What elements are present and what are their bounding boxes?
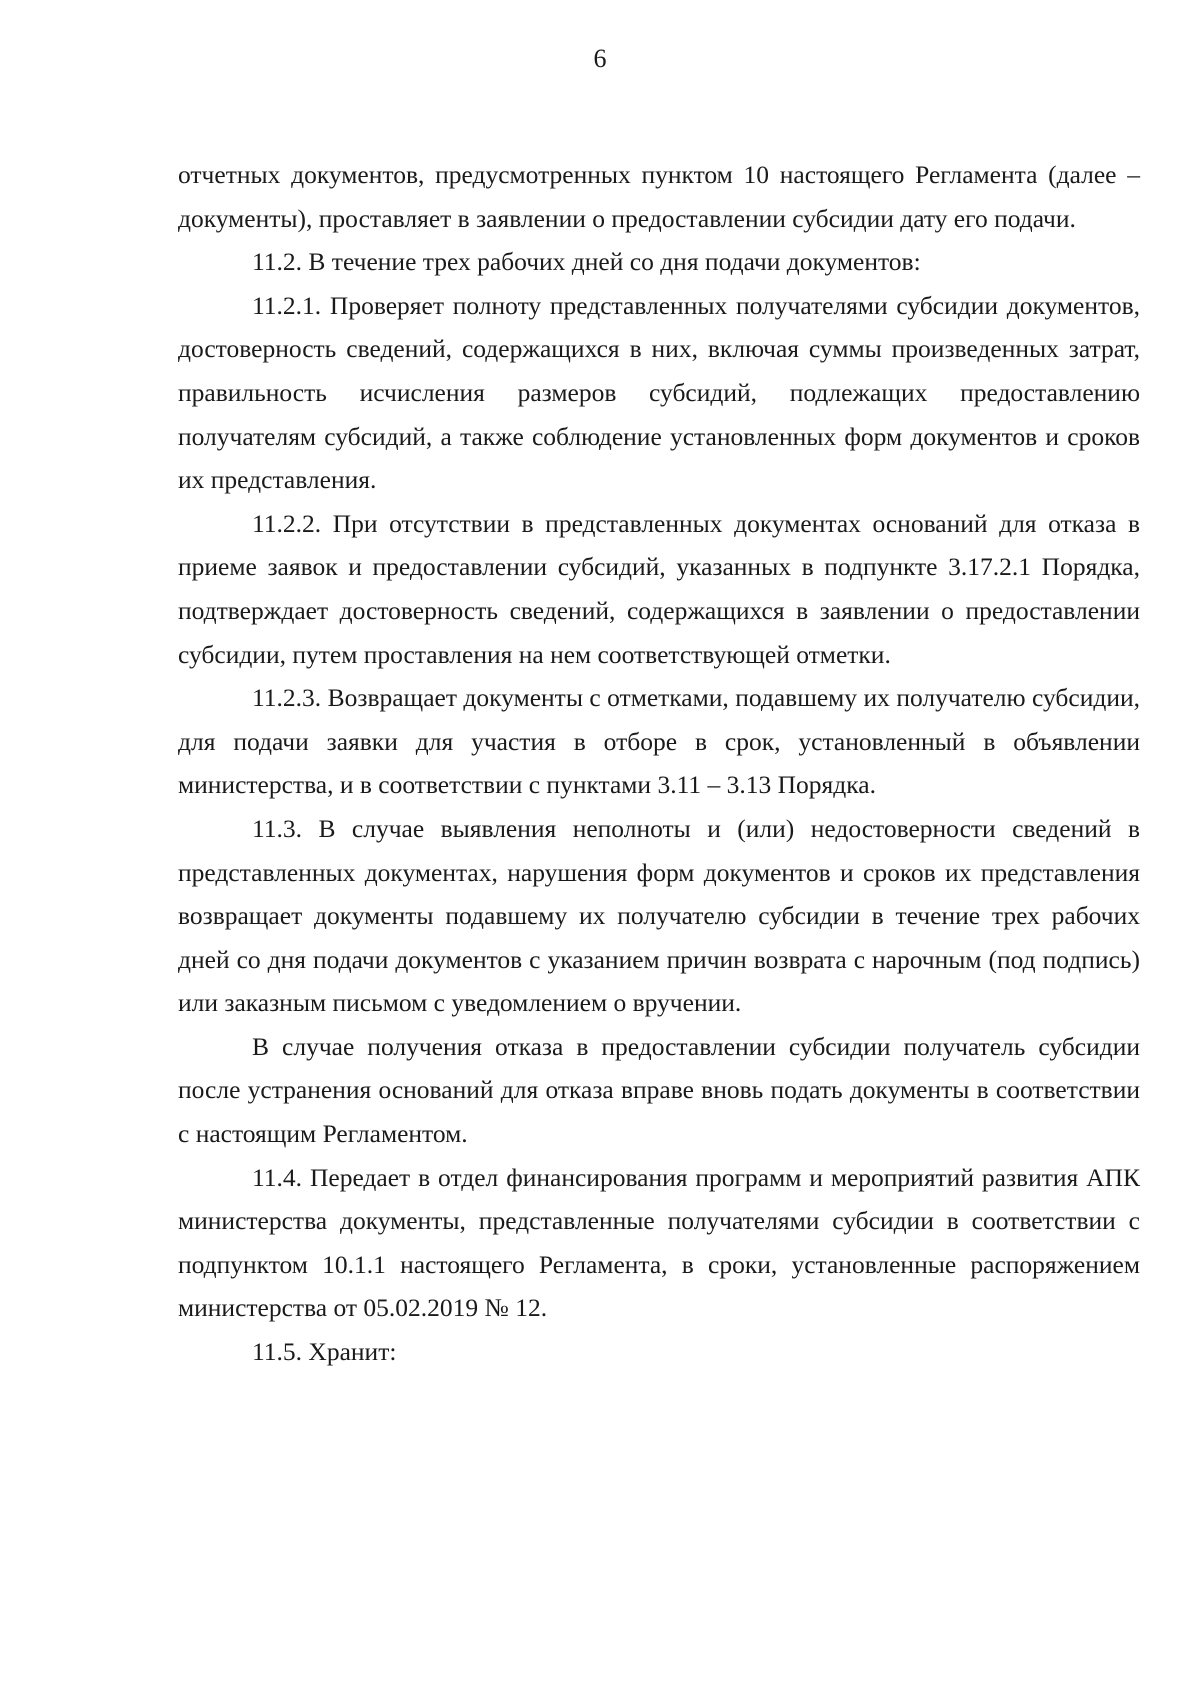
paragraph-11-2-1: 11.2.1. Проверяет полноту представленных получателями субсидии документов, достоверность сведений, содержащихся в них, включая суммы произведенных затрат, правильность исчисления размеров субсидий, подлежащих предоставлению получателям субсидий, а также соблюдение установленных форм документов и сроков их представления. (178, 290, 1140, 495)
paragraph-11-3: 11.3. В случае выявления неполноты и (или) недостоверности сведений в представленных документах, нарушения форм документов и сроков их представления возвращает документы подавшему их получателю субсидии в течение трех рабочих дней со дня подачи документов с указанием причин возврата с нарочным (под подпись) или заказным письмом с уведомлением о вручении. (178, 813, 1140, 1018)
paragraph-11-2: 11.2. В течение трех рабочих дней со дня подачи документов: (252, 247, 921, 277)
page-number: 6 (593, 44, 607, 73)
paragraph-11-5: 11.5. Хранит: (252, 1337, 397, 1367)
paragraph-continuation: отчетных документов, предусмотренных пунктом 10 настоящего Регламента (далее – документы), проставляет в заявлении о предоставлении субсидии дату его подачи. (178, 160, 1140, 233)
document-body (178, 153, 1140, 1374)
paragraph-refusal-note: В случае получения отказа в предоставлении субсидии получатель субсидии после устранения оснований для отказа вправе вновь подать документы в соответствии с настоящим Регламентом. (178, 1031, 1140, 1149)
paragraph-11-2-3: 11.2.3. Возвращает документы с отметками, подавшему их получателю субсидии, для подачи заявки для участия в отборе в срок, установленный в объявлении министерства, и в соответствии с пунктами 3.11 – 3.13 Порядка. (178, 683, 1140, 800)
paragraph-11-4: 11.4. Передает в отдел финансирования программ и мероприятий развития АПК министерства документы, представленные получателями субсидии в соответствии с подпунктом 10.1.1 настоящего Регламента, в сроки, установленные распоряжением министерства от 05.02.2019 № 12. (178, 1162, 1140, 1323)
paragraph-11-2-2: 11.2.2. При отсутствии в представленных документах оснований для отказа в приеме заявок и предоставлении субсидий, указанных в подпункте 3.17.2.1 Порядка, подтверждает достоверность сведений, содержащихся в заявлении о предоставлении субсидии, путем проставления на нем соответствующей отметки. (178, 508, 1140, 669)
